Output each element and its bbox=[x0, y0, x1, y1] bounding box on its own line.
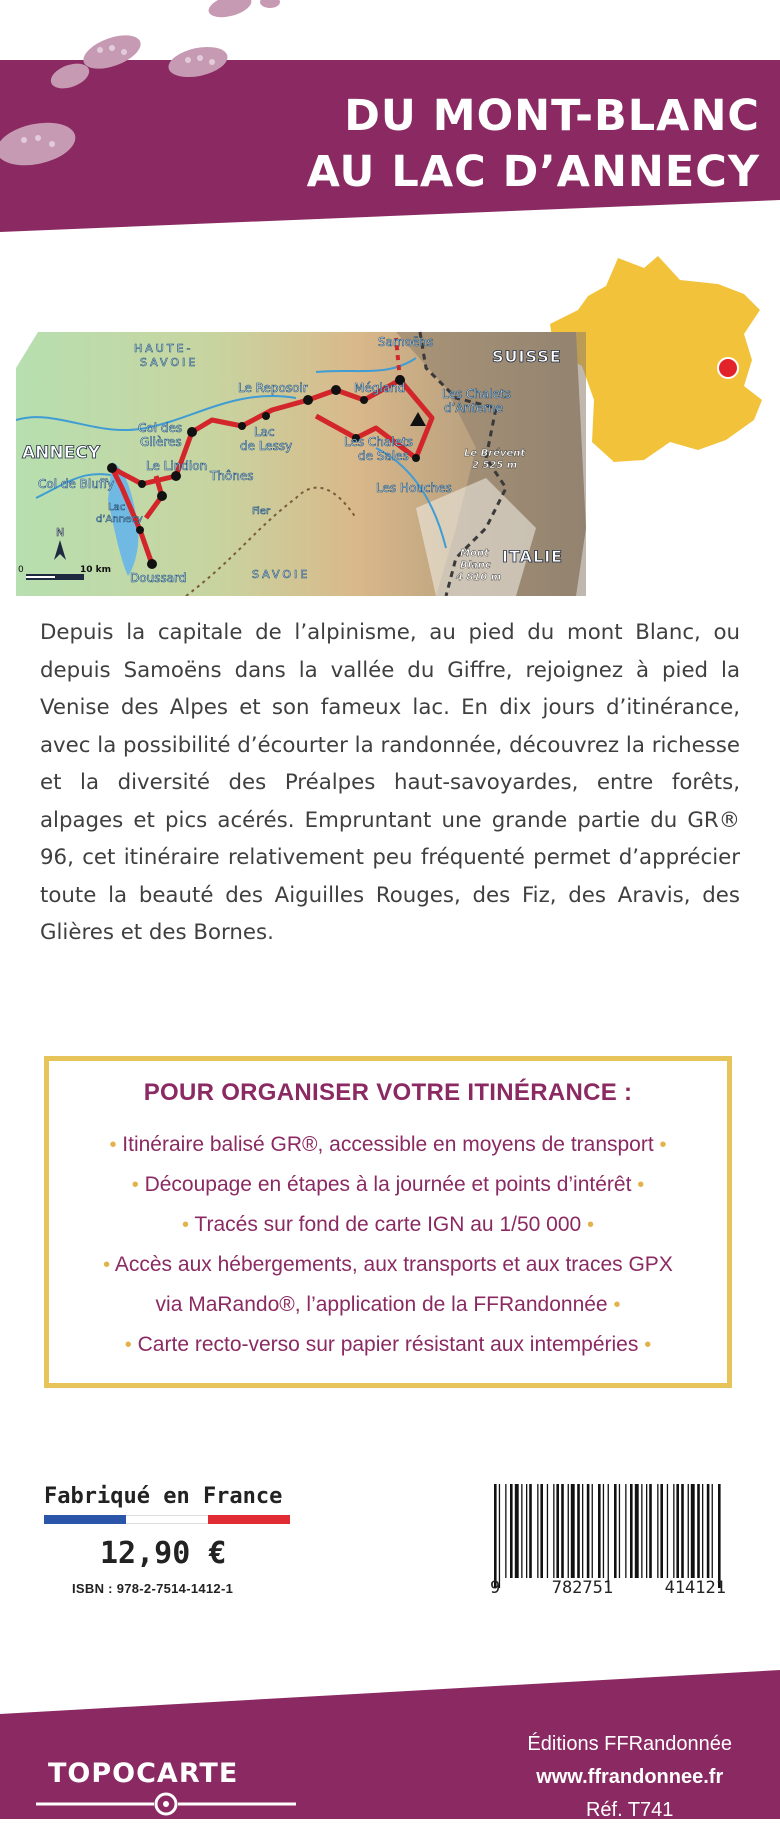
barcode-bar bbox=[537, 1484, 538, 1578]
info-list bbox=[49, 1125, 727, 1365]
barcode-bar bbox=[673, 1484, 674, 1578]
barcode-bar bbox=[561, 1484, 564, 1578]
bullet-icon: • bbox=[109, 1134, 117, 1156]
info-heading: POUR ORGANISER VOTRE ITINÉRANCE : bbox=[143, 1079, 633, 1106]
info-item: • Itinéraire balisé GR®, accessible en moyens de transport • bbox=[109, 1133, 667, 1156]
barcode-bar bbox=[712, 1484, 713, 1578]
barcode-bar bbox=[494, 1484, 497, 1588]
bullet-icon: • bbox=[587, 1214, 595, 1236]
barcode-bar bbox=[697, 1484, 700, 1578]
barcode-bar bbox=[691, 1484, 695, 1578]
title-line-2: AU LAC D’ANNECY bbox=[306, 147, 760, 197]
barcode-bar bbox=[641, 1484, 642, 1578]
map-label-savoie: SAVOIE bbox=[252, 568, 311, 581]
bullet-icon: • bbox=[103, 1254, 111, 1276]
topocarte-line-icon bbox=[36, 1790, 296, 1816]
barcode-bar bbox=[510, 1484, 513, 1578]
barcode-bar bbox=[499, 1484, 500, 1588]
barcode-bar bbox=[526, 1484, 527, 1578]
barcode-bar bbox=[515, 1484, 519, 1578]
map-label-doussard: Doussard bbox=[130, 571, 187, 585]
map-label-le-lindion: Le Lindion bbox=[146, 459, 208, 473]
barcode-bar bbox=[521, 1484, 522, 1578]
barcode-bar bbox=[625, 1484, 626, 1578]
barcode-bar bbox=[635, 1484, 639, 1578]
map-label-thones: Thônes bbox=[210, 469, 254, 483]
map-label-le-brevent: Le Brévent bbox=[464, 448, 526, 459]
barcode-bar bbox=[688, 1484, 689, 1578]
barcode-bar bbox=[681, 1484, 684, 1578]
barcode-bar bbox=[676, 1484, 679, 1578]
north-label: N bbox=[56, 526, 65, 539]
barcode-bar bbox=[556, 1484, 559, 1578]
made-in-france-label: Fabriqué en France bbox=[44, 1484, 283, 1509]
bullet-icon: • bbox=[124, 1334, 132, 1356]
barcode-bar bbox=[571, 1484, 575, 1578]
map-label-mont-blanc-alt: 4 810 m bbox=[456, 572, 502, 583]
barcode-bar bbox=[540, 1484, 543, 1578]
map-label-annecy: ANNECY bbox=[22, 443, 101, 463]
scale-zero: 0 bbox=[18, 565, 24, 575]
barcode-bar bbox=[577, 1484, 580, 1578]
info-item: • Découpage en étapes à la journée et points d’intérêt • bbox=[131, 1173, 645, 1196]
bullet-icon: • bbox=[181, 1214, 189, 1236]
bullet-icon: • bbox=[644, 1334, 652, 1356]
price: 12,90 € bbox=[100, 1536, 227, 1571]
barcode-digit-group: 782751 bbox=[551, 1578, 614, 1598]
barcode-bar bbox=[660, 1484, 663, 1578]
map-label-fier: Fier bbox=[252, 506, 271, 517]
barcode-bar bbox=[553, 1484, 554, 1578]
barcode-bar bbox=[587, 1484, 590, 1578]
map-label-samoens: Samoëns bbox=[378, 335, 434, 349]
barcode-bar bbox=[657, 1484, 658, 1578]
map-label-haute-savoie-1: HAUTE- bbox=[134, 342, 194, 355]
barcode-bar bbox=[592, 1484, 593, 1578]
barcode-bar bbox=[667, 1484, 668, 1578]
map-label-megland: Mégland bbox=[354, 381, 406, 395]
topocarte-logo: TOPOCARTE bbox=[48, 1758, 239, 1789]
barcode-bar bbox=[702, 1484, 703, 1578]
map-label-lac-lessy-1: Lac bbox=[254, 425, 275, 439]
title-line-1: DU MONT-BLANC bbox=[344, 91, 760, 141]
barcode-bar bbox=[608, 1484, 609, 1588]
info-item: • Carte recto-verso sur papier résistant aux intempéries • bbox=[124, 1333, 652, 1356]
barcode-bar bbox=[718, 1484, 721, 1588]
barcode-bar bbox=[630, 1484, 633, 1578]
barcode-bar bbox=[649, 1484, 652, 1578]
footprints-decoration bbox=[0, 0, 300, 170]
bullet-icon: • bbox=[637, 1174, 645, 1196]
map-label-mont-blanc-2: Blanc bbox=[460, 560, 491, 571]
map-label-lac-lessy-2: de Lessy bbox=[240, 439, 293, 453]
info-item: • Tracés sur fond de carte IGN au 1/50 000 • bbox=[181, 1213, 595, 1236]
barcode-bar bbox=[619, 1484, 620, 1578]
reference: Réf. T741 bbox=[585, 1799, 674, 1821]
map-label-les-houches: Les Houches bbox=[376, 481, 452, 495]
map-label-haute-savoie-2: SAVOIE bbox=[140, 356, 199, 369]
barcode-bar bbox=[547, 1484, 548, 1578]
map-label-mont-blanc-1: Mont bbox=[460, 548, 489, 559]
barcode-digit-group: 9 bbox=[490, 1578, 501, 1598]
publisher-url[interactable]: www.ffrandonnee.fr bbox=[536, 1766, 724, 1788]
barcode-bar bbox=[582, 1484, 583, 1578]
info-item: • Accès aux hébergements, aux transports et aux traces GPX bbox=[103, 1253, 673, 1276]
isbn: ISBN : 978-2-7514-1412-1 bbox=[72, 1581, 234, 1596]
map-label-lac-annecy-1: Lac bbox=[108, 502, 126, 513]
map-label-le-reposoir: Le Reposoir bbox=[238, 381, 308, 395]
french-flag-stripe bbox=[44, 1515, 290, 1524]
barcode-bar bbox=[707, 1484, 710, 1578]
bullet-icon: • bbox=[613, 1294, 621, 1316]
description-paragraph: Depuis la capitale de l’alpinisme, au pied du mont Blanc, ou depuis Samoëns dans la vallée du Giffre, rejoignez à pied la Venise des Alpes et son fameux lac. En dix jours d’itinérance, avec la possibilité d’écourter la randonnée, découvrez la richesse et la diversité des Préalpes haut-savoyardes, entre forêts, alpages et pics acérés. Empruntant une grande partie du GR® 96, cet itinéraire relativement peu fréquenté permet d’apprécier toute la beauté des Aiguilles Rouges, des Fiz, des Aravis, des Glières et des Bornes. bbox=[40, 620, 740, 945]
map-label-le-brevent-alt: 2 525 m bbox=[472, 460, 518, 471]
map-label-chalets-anterne-2: d’Anterne bbox=[444, 401, 504, 415]
barcode-digits bbox=[486, 1578, 730, 1598]
publisher-name: Éditions FFRandonnée bbox=[527, 1733, 732, 1755]
map-label-chalets-sales-1: Les Chalets bbox=[344, 435, 413, 449]
route-map bbox=[16, 328, 586, 596]
bullet-icon: • bbox=[131, 1174, 139, 1196]
info-box bbox=[44, 1056, 732, 1388]
map-label-lac-annecy-2: d’Annecy bbox=[96, 514, 143, 525]
barcode-bar bbox=[646, 1484, 647, 1578]
scale-label: 10 km bbox=[80, 565, 112, 575]
bullet-icon: • bbox=[659, 1134, 667, 1156]
map-label-suisse: SUISSE bbox=[492, 347, 562, 366]
product-info bbox=[44, 1484, 290, 1596]
barcode-bar bbox=[598, 1484, 601, 1578]
map-label-col-glieres-2: Glières bbox=[140, 435, 182, 449]
map-label-chalets-sales-2: de Sales bbox=[358, 449, 409, 463]
barcode-bar bbox=[529, 1484, 532, 1578]
publisher-info bbox=[527, 1728, 732, 1827]
barcode-digit-group: 414121 bbox=[664, 1578, 726, 1598]
map-label-chalets-anterne-1: Les Chalets bbox=[442, 387, 511, 401]
barcode-bar bbox=[505, 1484, 506, 1578]
barcode-bar bbox=[603, 1484, 604, 1578]
location-dot bbox=[718, 358, 738, 378]
page-title bbox=[307, 88, 760, 200]
map-label-col-bluffy: Col de Bluffy bbox=[38, 477, 115, 491]
map-label-col-glieres-1: Col des bbox=[138, 421, 183, 435]
barcode-bar bbox=[568, 1484, 569, 1578]
info-item: via MaRando®, l’application de la FFRandonnée • bbox=[155, 1293, 621, 1316]
map-label-italie: ITALIE bbox=[502, 547, 564, 566]
barcode-bar bbox=[614, 1484, 617, 1578]
